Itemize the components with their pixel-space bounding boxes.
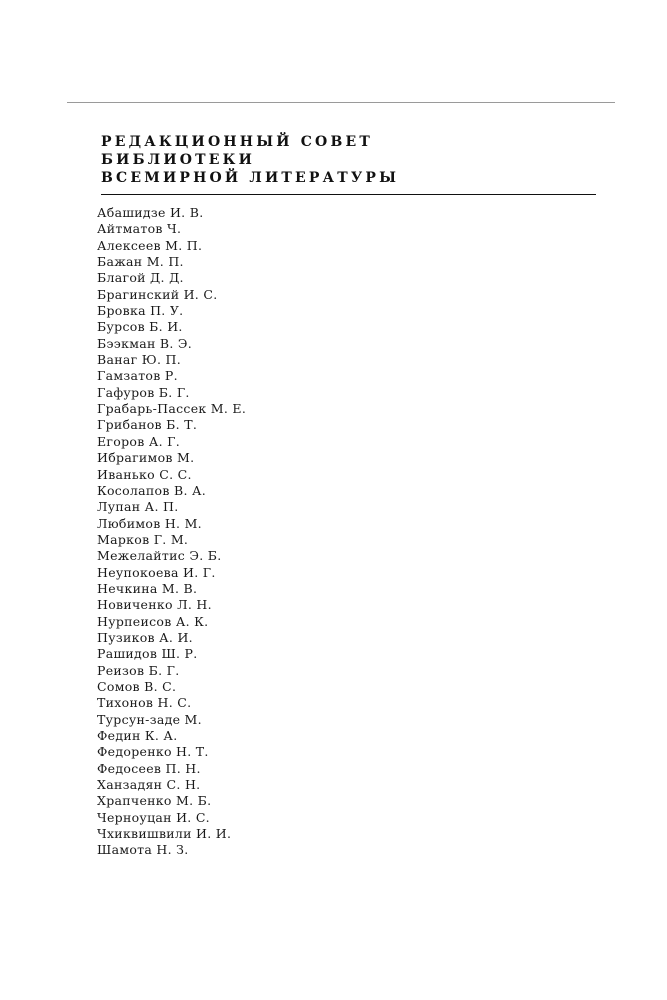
list-item: Федин К. А.	[97, 728, 178, 743]
list-item: Пузиков А. И.	[97, 629, 193, 645]
list-item: Благой Д. Д.	[97, 270, 184, 286]
title-line: БИБЛИОТЕКИ	[101, 152, 256, 168]
list-item: Бровка П. У.	[97, 303, 184, 319]
heading-divider	[101, 194, 596, 195]
list-item: Черноуцан И. С.	[97, 809, 210, 825]
list-item: Тихонов Н. С.	[97, 695, 192, 711]
page-title	[101, 133, 399, 187]
list-item: Ванаг Ю. П.	[97, 352, 181, 368]
list-item: Нечкина М. В.	[97, 580, 198, 596]
list-item: Грибанов Б. Т.	[97, 417, 198, 433]
list-item: Гамзатов Р.	[97, 368, 178, 384]
list-item: Рашидов Ш. Р.	[97, 646, 198, 662]
list-item: Нурпеисов А. К.	[97, 613, 209, 629]
list-item: Федосеев П. Н.	[97, 760, 201, 776]
list-item: Брагинский И. С.	[97, 286, 218, 302]
list-item: Айтматов Ч.	[97, 221, 182, 237]
list-item: Ханзадян С. Н.	[97, 777, 201, 793]
list-item: Егоров А. Г.	[97, 433, 181, 449]
list-item: Реизов Б. Г.	[97, 662, 180, 678]
council-members-list	[97, 205, 246, 859]
list-item: Бажан М. П.	[97, 254, 184, 270]
list-item: Храпченко М. Б.	[97, 793, 212, 809]
list-item: Иванько С. С.	[97, 466, 192, 482]
list-item: Ибрагимов М.	[97, 450, 195, 466]
list-item: Неупокоева И. Г.	[97, 564, 216, 580]
list-item: Марков Г. М.	[97, 531, 189, 547]
list-item: Шамота Н. З.	[97, 842, 189, 858]
list-item: Межелайтис Э. Б.	[97, 548, 222, 564]
list-item: Сомов В. С.	[97, 678, 177, 694]
list-item: Любимов Н. М.	[97, 515, 202, 531]
title-line: РЕДАКЦИОННЫЙ СОВЕТ	[101, 134, 373, 150]
list-item: Лупан А. П.	[97, 499, 179, 515]
list-item: Алексеев М. П.	[97, 237, 203, 253]
list-item: Гафуров Б. Г.	[97, 384, 190, 400]
list-item: Чхиквишвили И. И.	[97, 826, 232, 842]
list-item: Турсун-заде М.	[97, 711, 202, 727]
title-line: ВСЕМИРНОЙ ЛИТЕРАТУРЫ	[101, 170, 400, 186]
list-item: Федоренко Н. Т.	[97, 744, 209, 760]
list-item: Бээкман В. Э.	[97, 335, 193, 351]
top-divider	[67, 102, 615, 103]
list-item: Новиченко Л. Н.	[97, 597, 212, 613]
list-item: Грабарь-Пассек М. Е.	[97, 401, 247, 417]
list-item: Абашидзе И. В.	[97, 205, 204, 220]
list-item: Бурсов Б. И.	[97, 319, 183, 335]
list-item: Косолапов В. А.	[97, 482, 207, 498]
